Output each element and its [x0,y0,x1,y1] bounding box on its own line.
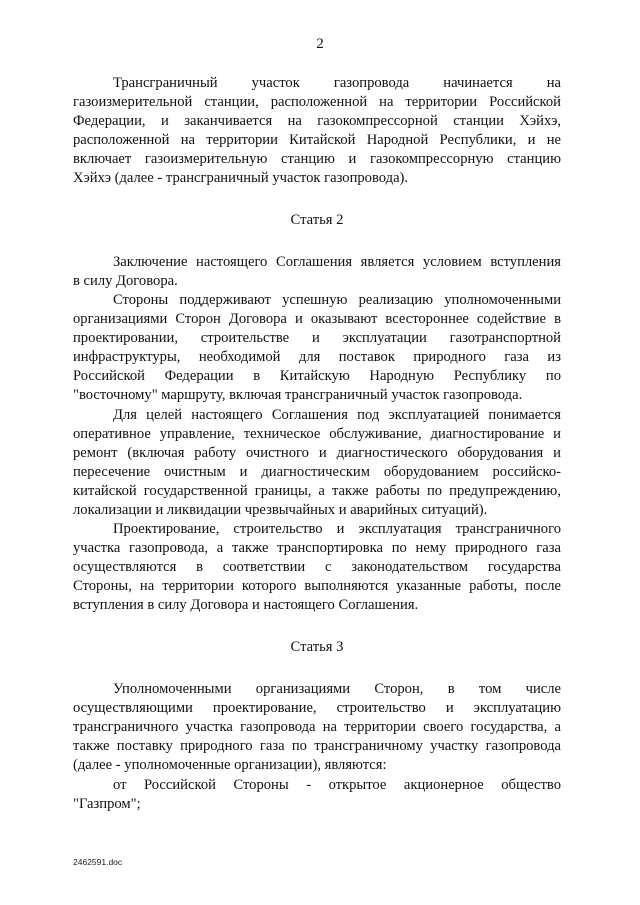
text-line: инфраструктуры, необходимой для поставок природного газа из [73,348,561,365]
text-line: Заключение настоящего Соглашения является условием вступления [113,254,561,270]
text-line: Стороны, на территории которого выполняются указанные работы, после [73,577,561,594]
paragraph [73,406,561,519]
text-line: вступления в силу Договора и настоящего Соглашения. [73,596,419,613]
text-line: китайской государственной границы, а также работы по предупреждению, [73,482,561,499]
article-heading: Статья 3 [290,639,344,655]
paragraph [73,74,561,187]
text-line: осуществляются в соответствии с законодательством государства [73,558,561,575]
page-number: 2 [316,36,324,52]
text-line: Хэйхэ (далее - трансграничный участок газопровода). [73,169,409,186]
text-line: Уполномоченными организациями Сторон, в том числе [113,681,561,697]
paragraph [73,520,561,615]
text-line: организациями Сторон Договора и оказывают всестороннее содействие в [73,310,561,327]
text-line: Трансграничный участок газопровода начинается на [113,75,561,91]
text-line: локализации и ликвидации чрезвычайных и аварийных ситуаций). [73,501,488,518]
text-line: трансграничного участка газопровода на территории своего государства, а [73,718,561,735]
text-line: Проектирование, строительство и эксплуатация трансграничного [113,521,561,537]
text-line: ремонт (включая работу очистного и диагностического оборудования и [73,444,561,461]
text-line: участка газопровода, а также транспортировка по нему природного газа [73,539,561,556]
text-line: Стороны поддерживают успешную реализацию уполномоченными [113,292,561,308]
text-line: пересечение очистным и диагностическим оборудованием российско- [73,463,561,480]
text-line: газоизмерительной станции, расположенной на территории Российской [73,93,561,110]
text-line: "восточному" маршруту, включая трансграничный участок газопровода. [73,386,523,403]
text-line: Для целей настоящего Соглашения под эксплуатацией понимается [113,407,561,423]
paragraph [73,291,561,404]
text-line: оперативное управление, техническое обслуживание, диагностирование и [73,425,561,442]
text-line: осуществляющими проектирование, строительство и эксплуатацию [73,699,561,716]
text-line: включает газоизмерительную станцию и газокомпрессорную станцию [73,150,561,167]
text-line: Федерации, и заканчивается на газокомпрессорной станции Хэйхэ, [73,112,561,129]
paragraph [73,776,561,814]
text-line: от Российской Стороны - открытое акционерное общество [113,777,561,793]
paragraph [73,680,561,775]
text-line: Российской Федерации в Китайскую Народную Республику по [73,367,561,384]
paragraph [73,253,561,291]
document-filename: 2462591.doc [73,857,123,867]
text-line: "Газпром"; [73,795,141,812]
text-line: (далее - уполномоченные организации), являются: [73,756,387,773]
text-line: проектировании, строительстве и эксплуатации газотранспортной [73,329,561,346]
text-line: также поставку природного газа по трансграничному участку газопровода [73,737,561,754]
article-heading: Статья 2 [290,212,344,228]
text-line: расположенной на территории Китайской Народной Республики, и не [73,131,561,148]
text-line: в силу Договора. [73,272,178,289]
